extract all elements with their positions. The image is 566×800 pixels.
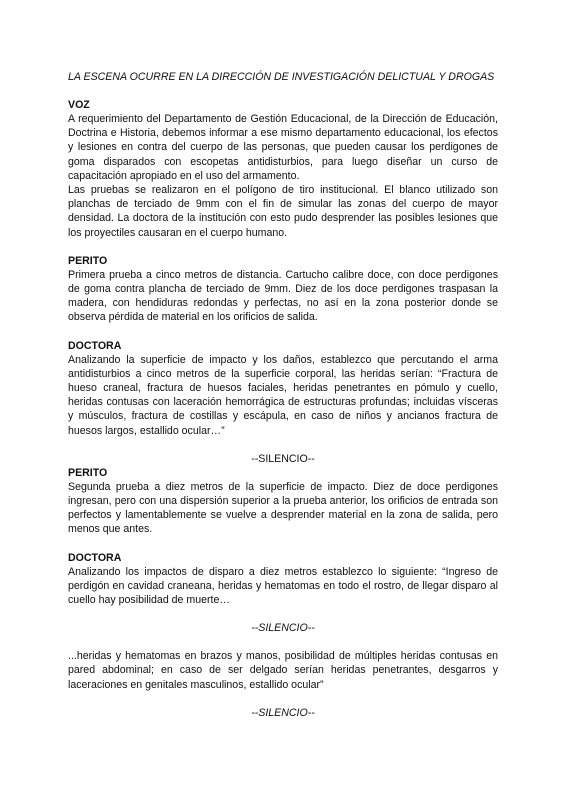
doctora-1-paragraph: Analizando la superficie de impacto y los daños, establezco que percutando el arma antidisturbios a cinco metros de la superficie corporal, las heridas serían: “Fractura de hueso craneal, fractura de huesos faciales, heridas penetrantes en pómulo y cuello, heridas contusas con laceración hemorrágica de estructuras profundas; incluidas vísceras y músculos, fractura de costillas y escápula, en caso de niños y ancianos fractura de huesos largos, estallido ocular…”	[68, 353, 498, 437]
doctora-2-paragraph: Analizando los impactos de disparo a diez metros establezco lo siguiente: “Ingreso de perdigón en cavidad craneana, heridas y hematomas en todo el rostro, de llegar disparo al cuello hay posibilidad de muerte…	[68, 565, 498, 607]
silence-marker-1: --SILENCIO--	[251, 452, 315, 465]
speaker-doctora-2: DOCTORA	[68, 551, 122, 564]
speaker-voz: VOZ	[68, 99, 90, 111]
silence-marker-3: --SILENCIO--	[251, 706, 315, 719]
speaker-perito-2: PERITO	[68, 466, 108, 479]
voz-paragraph-1: A requerimiento del Departamento de Gestión Educacional, de la Dirección de Educación, Doctrina e Historia, debemos informar a ese mismo departamento educacional, los efectos y lesiones en contra del cuerpo de las personas, que pueden causar los perdigones de goma disparados con escopetas antidisturbios, para luego diseñar un curso de capacitación apropiado en el uso del armamento.	[68, 113, 498, 182]
silence-marker-2: --SILENCIO--	[251, 622, 315, 635]
speaker-doctora-1: DOCTORA	[68, 339, 122, 352]
perito-1-paragraph: Primera prueba a cinco metros de distancia. Cartucho calibre doce, con doce perdigones de goma contra plancha de terciado de 9mm. Diez de los doce perdigones traspasan la madera, con hendiduras redondas y perfectas, no así en la zona posterior donde se observa pérdida de material en los orificios de salida.	[68, 268, 498, 324]
scene-heading: LA ESCENA OCURRE EN LA DIRECCIÓN DE INVESTIGACIÓN DELICTUAL Y DROGAS	[68, 71, 495, 83]
continuation-paragraph: ...heridas y hematomas en brazos y manos, posibilidad de múltiples heridas contusas en pared abdominal; en caso de ser delgado serían heridas penetrantes, desgarros y laceraciones en genitales masculinos, estallido ocular”	[68, 650, 498, 691]
speaker-perito-1: PERITO	[68, 254, 108, 267]
perito-2-paragraph: Segunda prueba a diez metros de la superficie de impacto. Diez de doce perdigones ingresan, pero con una dispersión superior a la prueba anterior, los orificios de entrada son perfectos y lamentablemente se vuelve a desprender material en la zona de salida, pero menos que antes.	[68, 480, 498, 536]
voz-paragraph-2: Las pruebas se realizaron en el polígono de tiro institucional. El blanco utilizado son planchas de terciado de 9mm con el fin de simular las zonas del cuerpo de mayor densidad. La doctora de la institución con esto pudo desprender las posibles lesiones que los proyectiles causaran en el cuerpo humano.	[68, 184, 498, 239]
